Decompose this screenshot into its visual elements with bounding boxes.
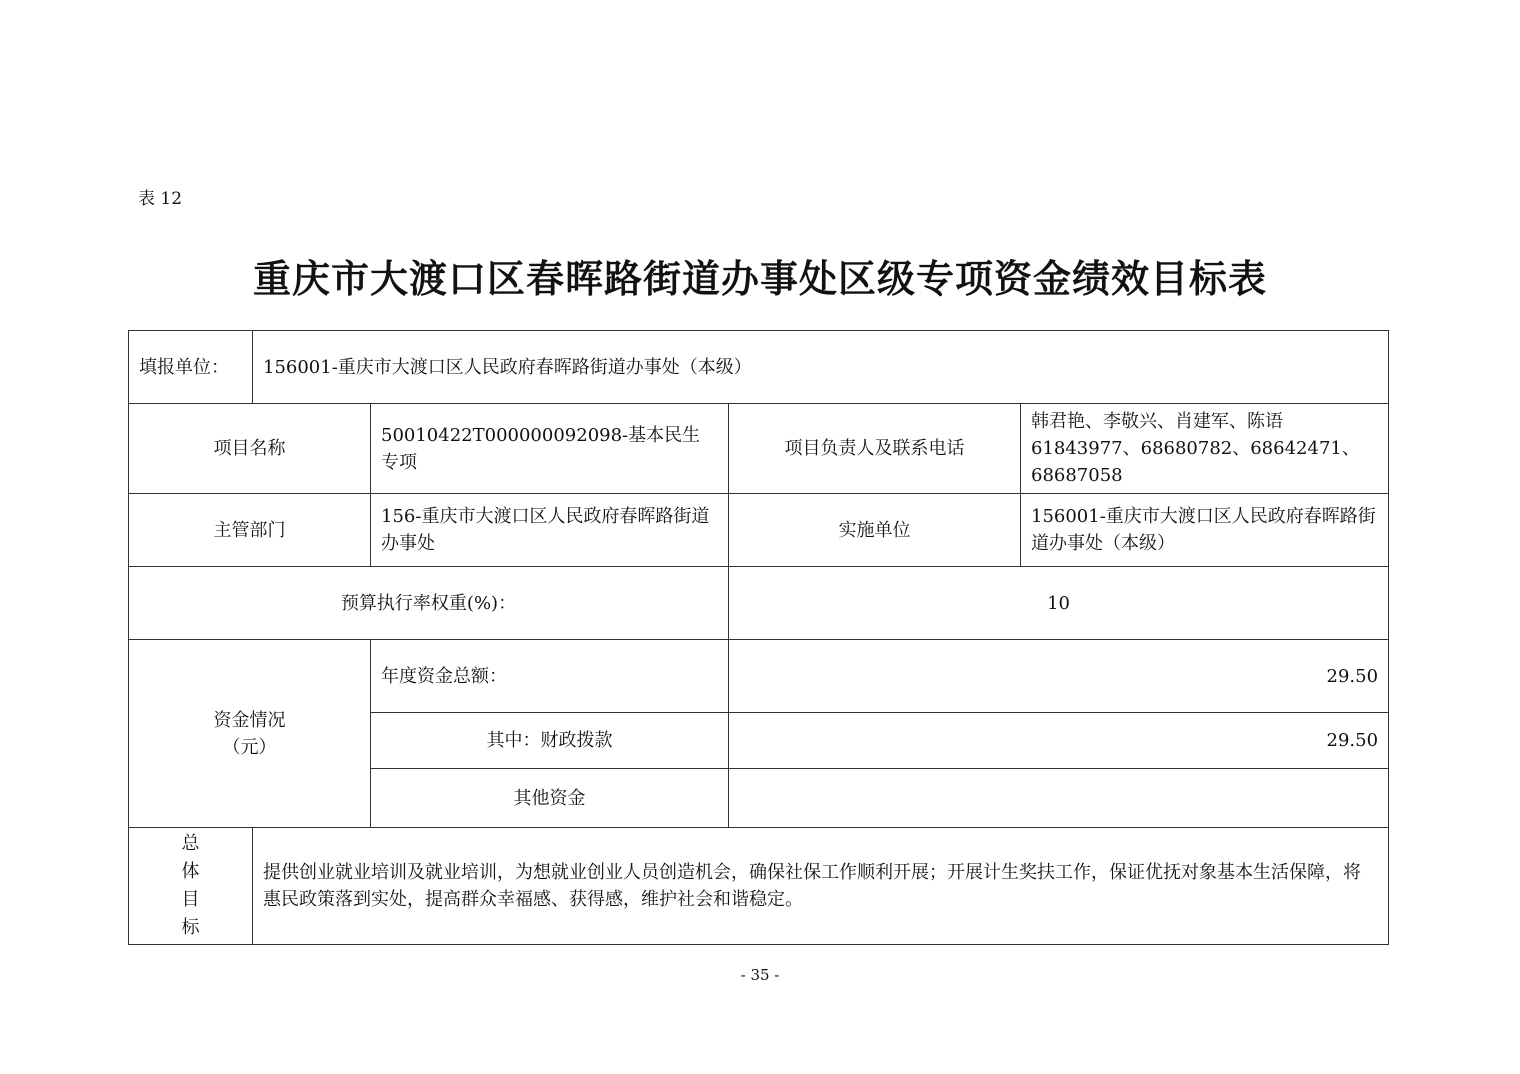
annual-total-value: 29.50 [729,640,1389,713]
project-contact-value: 韩君艳、李敬兴、肖建军、陈语 61843977、68680782、68642471、68687058 [1021,404,1389,494]
funds-label-line1: 资金情况 [213,709,286,731]
overall-goal-label [129,828,253,945]
filling-unit-label: 填报单位： [129,331,253,404]
other-funds-value [729,769,1389,828]
overall-goal-text: 提供创业就业培训及就业培训，为想就业创业人员创造机会，确保社保工作顺利开展；开展计生奖扶工作，保证优抚对象基本生活保障，将惠民政策落到实处，提高群众幸福感、获得感，维护社会和谐稳定。 [253,828,1389,945]
budget-weight-value: 10 [729,567,1389,640]
document-title: 重庆市大渡口区春晖路街道办事处区级专项资金绩效目标表 [252,257,1267,301]
other-funds-label: 其他资金 [371,769,729,828]
table-number-label: 表 12 [138,189,183,209]
project-name-label: 项目名称 [129,404,371,494]
implementing-unit-label: 实施单位 [729,494,1021,567]
fiscal-allocation-value: 29.50 [729,713,1389,769]
funds-label [129,640,371,828]
overall-goal-label-char: 体 [181,861,200,882]
fiscal-allocation-label: 其中：财政拨款 [371,713,729,769]
performance-target-table [128,330,1389,945]
overall-goal-label-char: 总 [181,833,200,854]
overall-goal-label-char: 标 [181,917,200,938]
department-label: 主管部门 [129,494,371,567]
filling-unit-row [129,331,1389,404]
implementing-unit-value: 156001-重庆市大渡口区人民政府春晖路街道办事处（本级） [1021,494,1389,567]
funds-label-line2: （元） [222,736,277,758]
annual-total-row [129,640,1389,713]
project-row [129,404,1389,494]
department-value: 156-重庆市大渡口区人民政府春晖路街道办事处 [371,494,729,567]
department-row [129,494,1389,567]
overall-goal-label-char: 目 [181,889,200,910]
project-contact-label: 项目负责人及联系电话 [729,404,1021,494]
page-number: - 35 - [740,966,780,984]
filling-unit-value: 156001-重庆市大渡口区人民政府春晖路街道办事处（本级） [253,331,1389,404]
budget-weight-row [129,567,1389,640]
budget-weight-label: 预算执行率权重(%)： [129,567,729,640]
overall-goal-row [129,828,1389,945]
project-name-value: 50010422T000000092098-基本民生专项 [371,404,729,494]
annual-total-label: 年度资金总额： [371,640,729,713]
